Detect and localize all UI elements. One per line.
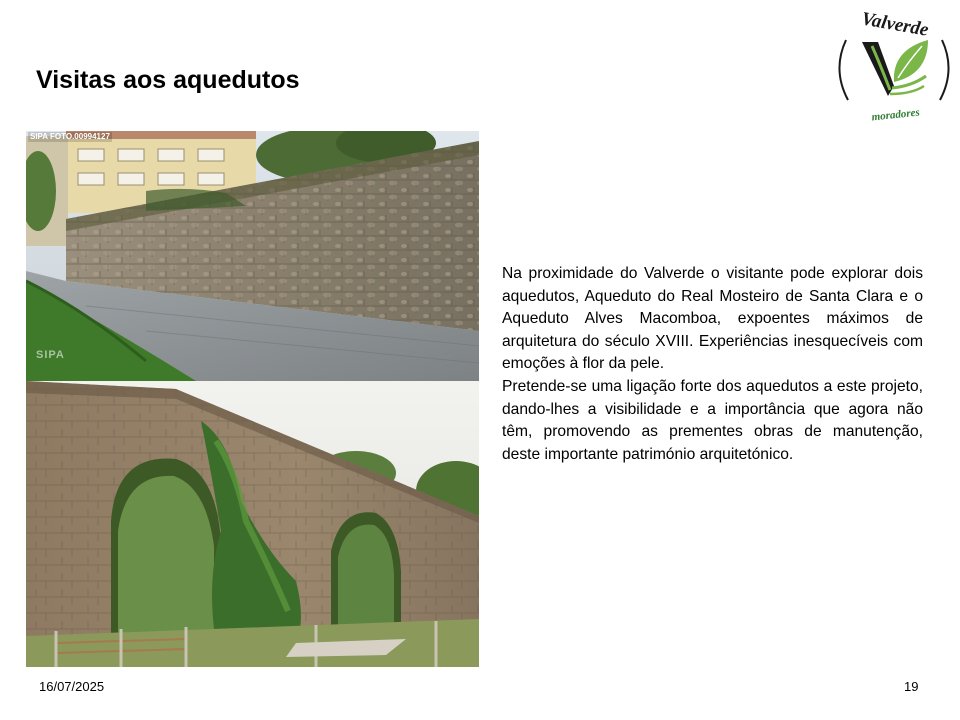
slide-title: Visitas aos aquedutos (36, 66, 300, 94)
photo-watermark: SIPA (36, 349, 65, 361)
arched-aqueduct-photo-icon (26, 381, 479, 667)
photo-caption: SIPA FOTO.00994127 (30, 132, 110, 141)
body-paragraph-1: Na proximidade do Valverde o visitante pode explorar dois aquedutos, Aqueduto do Real Mosteiro de Santa Clara e o Aqueduto Alves Macomboa, expoentes máximos de arquitetura do século XVIII. Experiências inesquecíveis com emoções à flor da pele. (502, 265, 923, 373)
body-paragraph-2: Pretende-se uma ligação forte dos aquedutos a este projeto, dando-lhes a visibilidade e a importância que agora não têm, promovendo as prementes obras de manutenção, deste importante património arquitetónico. (502, 377, 923, 463)
footer-date: 16/07/2025 (39, 679, 105, 694)
stone-aqueduct-wall-photo-icon (26, 131, 479, 381)
valverde-v-leaf-logo-icon (832, 4, 956, 128)
page-number: 19 (904, 679, 919, 694)
valverde-logo (832, 4, 956, 128)
body-text (502, 263, 923, 466)
logo-name: Valverde (859, 8, 931, 41)
arched-aqueduct-photo (26, 381, 479, 667)
logo-subtitle: moradores (871, 106, 921, 124)
stone-aqueduct-wall-photo (26, 131, 479, 381)
